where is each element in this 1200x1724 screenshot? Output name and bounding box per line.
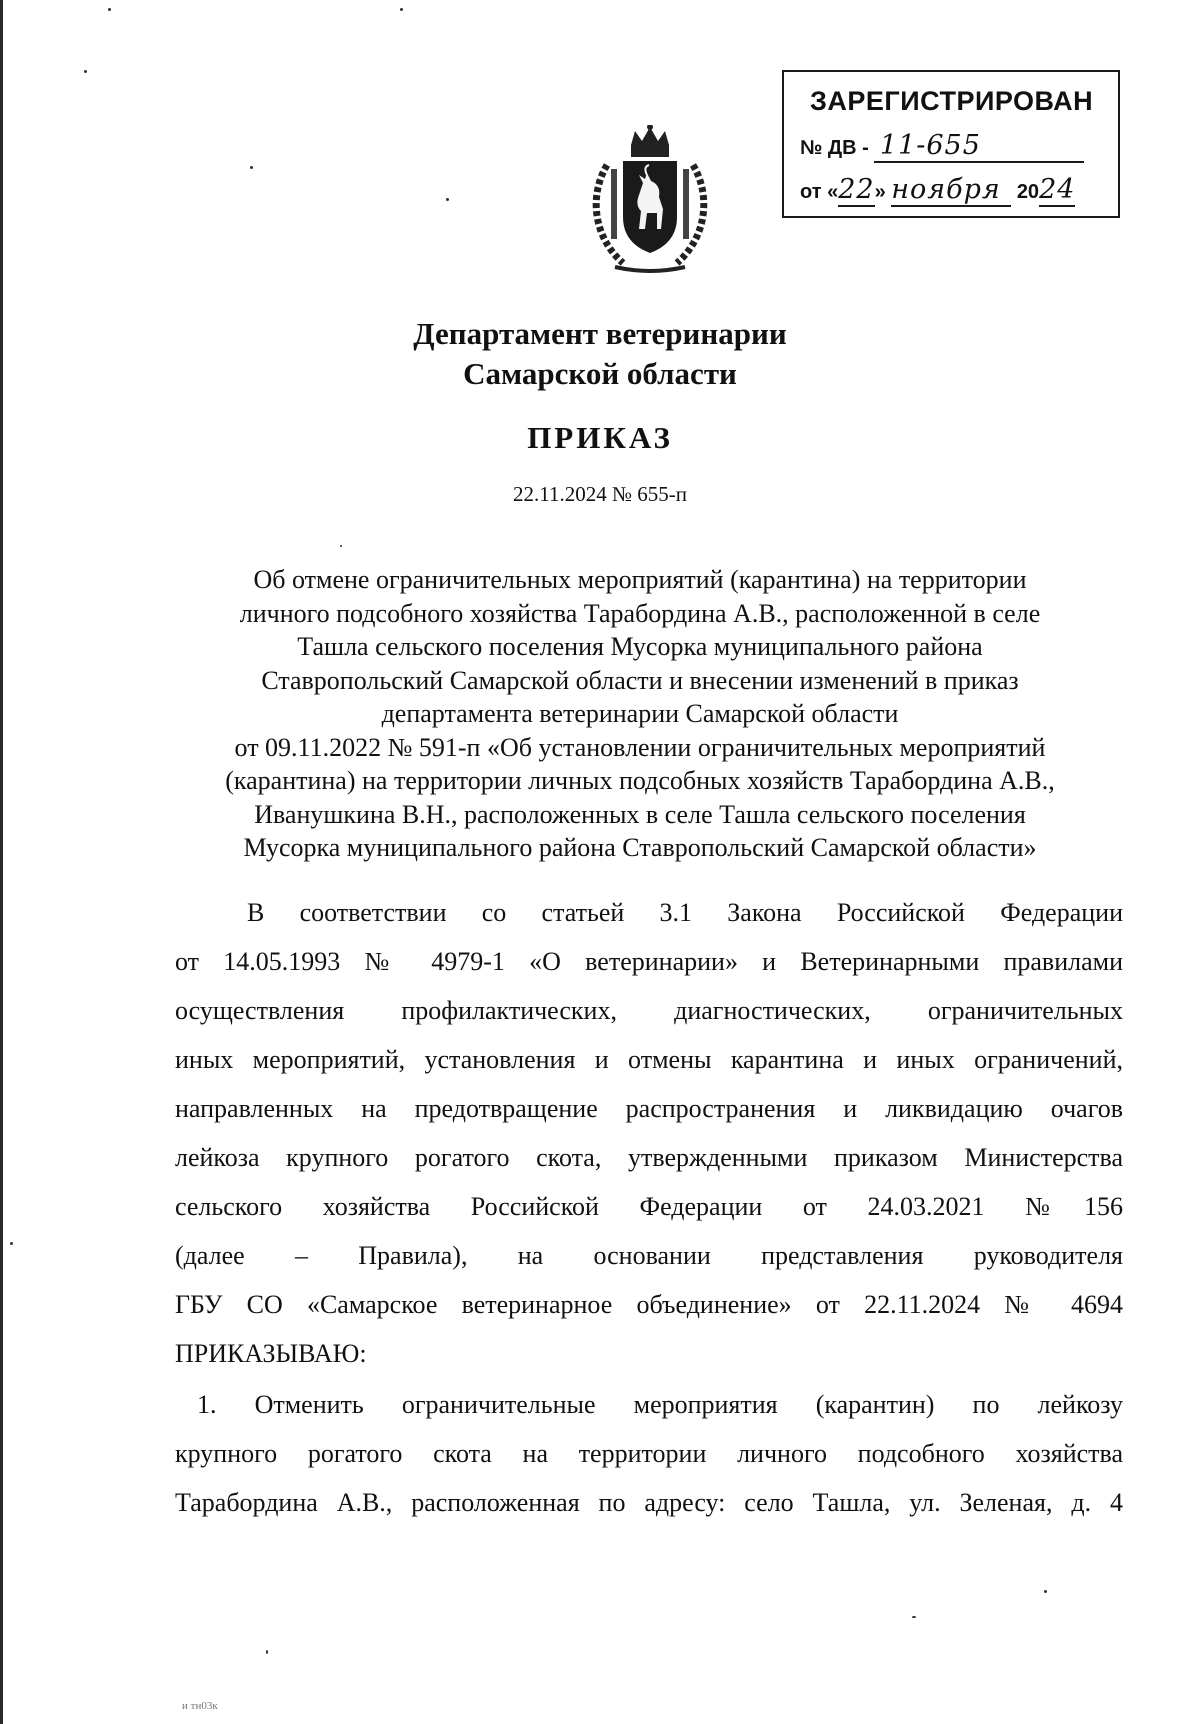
item-line: Тарабордина А.В., расположенная по адресу: село Ташла, ул. Зеленая, д. 4 xyxy=(175,1488,1123,1517)
subject-line: личного подсобного хозяйства Тарабордина А.В., расположенной в селе xyxy=(239,598,1041,628)
body-line: сельского хозяйства Российской Федерации от 24.03.2021 №156 xyxy=(175,1192,1123,1221)
stamp-year-field xyxy=(1039,174,1075,207)
scan-speck xyxy=(340,545,342,547)
stamp-day-handwritten: 22 xyxy=(838,174,875,205)
body-line: (далее – Правила), на основании представления руководителя xyxy=(175,1241,1123,1270)
stamp-date-prefix: от « xyxy=(800,181,839,203)
body-line: направленных на предотвращение распространения и ликвидацию очагов xyxy=(175,1094,1123,1123)
body-line: иных мероприятий, установления и отмены карантина и иных ограничений, xyxy=(175,1045,1123,1074)
registration-stamp xyxy=(782,70,1120,218)
footer-code: и тн03к xyxy=(182,1700,218,1712)
stamp-day-field xyxy=(838,174,874,207)
department-name xyxy=(0,314,1200,394)
subject-line: департамента ветеринарии Самарской области xyxy=(381,699,899,728)
body-line-order-word: ПРИКАЗЫВАЮ: xyxy=(175,1339,367,1368)
document-type: ПРИКАЗ xyxy=(527,420,673,455)
subject-line: Об отмене ограничительных мероприятий (карантина) на территории xyxy=(253,565,1027,594)
stamp-month-field xyxy=(891,174,1011,207)
scan-speck xyxy=(912,1616,916,1618)
subject-line: Мусорка муниципального района Ставропольский Самарской области» xyxy=(243,833,1037,862)
body-line: осуществления профилактических, диагностических, ограничительных xyxy=(175,996,1123,1025)
body-line: ГБУ СО «Самарское ветеринарное объединение» от 22.11.2024 № 4694 xyxy=(175,1290,1123,1319)
subject-line: Иванушкина В.Н., расположенных в селе Ташла сельского поселения xyxy=(254,799,1026,829)
subject-line: (карантина) на территории личных подсобных хозяйств Тарабордина А.В., xyxy=(225,766,1055,795)
scan-edge xyxy=(0,0,3,1724)
scan-speck xyxy=(84,70,87,73)
stamp-year-handwritten: 24 xyxy=(1039,174,1076,205)
stamp-date-mid: » xyxy=(874,181,886,203)
scan-speck xyxy=(10,1242,13,1245)
order-subject xyxy=(175,563,1105,865)
subject-line: Ставропольский Самарской области и внесении изменений в приказ xyxy=(261,665,1019,695)
department-line-2: Самарской области xyxy=(463,356,737,391)
stamp-year-prefix: 20 xyxy=(1016,181,1040,203)
scan-speck xyxy=(266,1650,268,1654)
scan-speck xyxy=(446,198,449,201)
stamp-number-handwritten: 11-655 xyxy=(879,130,981,161)
samara-coat-of-arms-icon xyxy=(585,125,715,275)
scan-speck xyxy=(108,8,111,11)
stamp-month-handwritten: ноября xyxy=(891,174,1001,205)
order-item-1 xyxy=(175,1380,1123,1527)
department-line-1: Департамент ветеринарии xyxy=(413,316,787,351)
stamp-number-line xyxy=(800,130,1084,163)
scan-speck xyxy=(250,166,253,169)
body-line: лейкоза крупного рогатого скота, утвержденными приказом Министерства xyxy=(175,1143,1123,1172)
body-line: В соответствии со статьей 3.1 Закона Российской Федерации xyxy=(247,898,1123,927)
subject-line: Ташла сельского поселения Мусорка муниципального района xyxy=(297,632,983,661)
order-date-number: 22.11.2024 № 655-п xyxy=(513,482,687,506)
body-line: от 14.05.1993 № 4979-1 «О ветеринарии» и Ветеринарными правилами xyxy=(175,947,1123,976)
stamp-title: ЗАРЕГИСТРИРОВАН xyxy=(810,86,1094,116)
preamble-paragraph xyxy=(175,888,1123,1378)
stamp-number-field xyxy=(874,130,1084,163)
scan-speck xyxy=(1044,1590,1047,1593)
stamp-date-line xyxy=(800,174,1075,207)
item-line: крупного рогатого скота на территории личного подсобного хозяйства xyxy=(175,1439,1123,1468)
scan-speck xyxy=(400,8,403,11)
stamp-number-label: № ДВ - xyxy=(800,137,869,159)
subject-line: от 09.11.2022 № 591-п «Об установлении ограничительных мероприятий xyxy=(234,732,1046,762)
item-line: 1. Отменить ограничительные мероприятия (карантин) по лейкозу xyxy=(197,1390,1123,1419)
